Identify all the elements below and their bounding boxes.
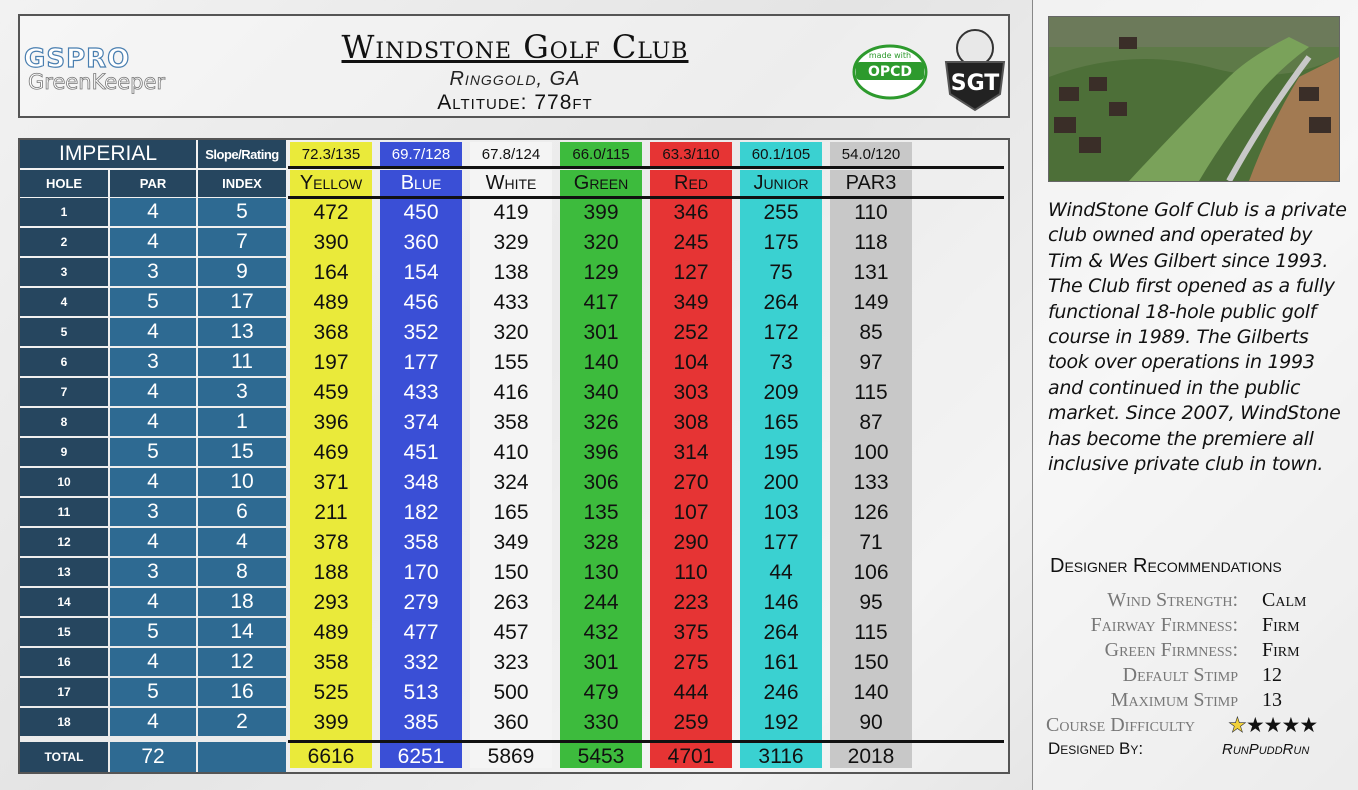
hole-yardage: 525	[313, 681, 349, 704]
hole-par: 4	[110, 708, 196, 736]
hole-yardage: 433	[493, 291, 529, 314]
tee-total-blue: 6251	[397, 745, 445, 768]
hole-index: 16	[198, 678, 286, 706]
hole-number: 18	[20, 708, 108, 736]
hole-yardage: 450	[403, 201, 439, 224]
hole-yardage: 472	[313, 201, 349, 224]
hole-number: 10	[20, 468, 108, 496]
hole-yardage: 246	[763, 681, 799, 704]
hole-yardage: 150	[493, 561, 529, 584]
recommendation-value: Calm	[1262, 589, 1307, 611]
tee-total-par3: 2018	[847, 745, 895, 768]
par-column-header: PAR	[110, 170, 196, 197]
hole-par: 5	[110, 618, 196, 646]
recommendation-value: 13	[1262, 689, 1282, 711]
hole-yardage: 264	[763, 621, 799, 644]
hole-yardage: 140	[583, 351, 619, 374]
hole-yardage: 500	[493, 681, 529, 704]
hole-yardage: 513	[403, 681, 439, 704]
opcd-badge-icon	[850, 40, 930, 100]
hole-yardage: 368	[313, 321, 349, 344]
hole-yardage: 90	[859, 711, 883, 734]
hole-yardage: 197	[313, 351, 349, 374]
hole-yardage: 71	[859, 531, 883, 554]
hole-yardage: 410	[493, 441, 529, 464]
hole-yardage: 396	[313, 411, 349, 434]
hole-par: 4	[110, 228, 196, 256]
hole-yardage: 97	[859, 351, 883, 374]
hole-yardage: 264	[763, 291, 799, 314]
hole-yardage: 129	[583, 261, 619, 284]
tee-rating-par3: 54.0/120	[830, 142, 912, 166]
course-description: WindStone Golf Club is a private club owned and operated by Tim & Wes Gilbert since 1993. The Club first opened as a fully functional 18-hole public golf course in 1989. The Gilberts took over operations in 1993 and continued in the public market. Since 2007, WindStone has become the premiere all inclusive private club in town.	[1048, 199, 1347, 476]
recommendation-value: 12	[1262, 664, 1282, 686]
hole-yardage: 165	[493, 501, 529, 524]
tee-header-bottom-rule	[288, 196, 1004, 199]
hole-yardage: 115	[854, 621, 888, 644]
hole-yardage: 195	[763, 441, 799, 464]
tee-total-junior: 3116	[758, 745, 804, 768]
hole-number: 4	[20, 288, 108, 316]
hole-yardage: 371	[313, 471, 349, 494]
hole-yardage: 85	[859, 321, 883, 344]
hole-yardage: 73	[769, 351, 793, 374]
hole-yardage: 118	[854, 231, 888, 254]
hole-yardage: 165	[763, 411, 799, 434]
hole-yardage: 154	[403, 261, 439, 284]
hole-yardage: 135	[583, 501, 619, 524]
svg-text:made with: made with	[868, 51, 912, 60]
hole-index: 5	[198, 198, 286, 226]
tee-rating-yellow: 72.3/135	[290, 142, 372, 166]
hole-yardage: 192	[763, 711, 799, 734]
hole-yardage: 259	[673, 711, 709, 734]
tee-name-yellow: Yellow	[299, 172, 363, 194]
hole-yardage: 320	[493, 321, 529, 344]
hole-yardage: 479	[583, 681, 619, 704]
hole-yardage: 385	[403, 711, 439, 734]
star-icon: ★	[1281, 713, 1300, 737]
hole-yardage: 177	[763, 531, 799, 554]
hole-yardage: 146	[763, 591, 799, 614]
tee-header-top-rule	[288, 166, 1004, 169]
hole-par: 3	[110, 348, 196, 376]
hole-index: 12	[198, 648, 286, 676]
hole-index: 2	[198, 708, 286, 736]
hole-number: 8	[20, 408, 108, 436]
hole-yardage: 164	[313, 261, 349, 284]
hole-par: 5	[110, 288, 196, 316]
designer-name: RunPuddRun	[1222, 741, 1310, 758]
course-flyover-image	[1048, 16, 1340, 182]
hole-yardage: 255	[763, 201, 799, 224]
hole-yardage: 130	[583, 561, 619, 584]
hole-yardage: 432	[583, 621, 619, 644]
hole-yardage: 155	[493, 351, 529, 374]
hole-yardage: 200	[763, 471, 799, 494]
course-title: Windstone Golf Club	[341, 28, 689, 66]
hole-yardage: 352	[403, 321, 439, 344]
hole-yardage: 323	[493, 651, 529, 674]
hole-yardage: 348	[403, 471, 439, 494]
tee-total-white: 5869	[487, 745, 535, 768]
recommendation-label: Fairway Firmness:	[1090, 614, 1238, 636]
hole-index: 6	[198, 498, 286, 526]
hole-par: 4	[110, 468, 196, 496]
hole-number: 6	[20, 348, 108, 376]
hole-index: 18	[198, 588, 286, 616]
hole-yardage: 87	[859, 411, 883, 434]
hole-yardage: 489	[313, 291, 349, 314]
hole-yardage: 245	[673, 231, 709, 254]
hole-yardage: 252	[673, 321, 709, 344]
hole-yardage: 433	[403, 381, 439, 404]
hole-yardage: 444	[673, 681, 709, 704]
hole-yardage: 75	[769, 261, 793, 284]
hole-yardage: 270	[673, 471, 709, 494]
hole-yardage: 170	[403, 561, 439, 584]
hole-index: 7	[198, 228, 286, 256]
hole-yardage: 306	[583, 471, 619, 494]
difficulty-rating	[1228, 713, 1317, 737]
difficulty-label: Course Difficulty	[1046, 714, 1195, 736]
hole-yardage: 346	[673, 201, 709, 224]
hole-yardage: 358	[403, 531, 439, 554]
hole-yardage: 399	[583, 201, 619, 224]
hole-par: 4	[110, 408, 196, 436]
hole-yardage: 375	[673, 621, 709, 644]
hole-index: 8	[198, 558, 286, 586]
hole-index: 13	[198, 318, 286, 346]
hole-yardage: 303	[673, 381, 709, 404]
recommendation-label: Green Firmness:	[1104, 639, 1238, 661]
hole-par: 4	[110, 648, 196, 676]
star-icon: ★	[1245, 713, 1264, 737]
greenkeeper-logo: GreenKeeper	[28, 70, 166, 94]
hole-number: 7	[20, 378, 108, 406]
hole-yardage: 103	[763, 501, 799, 524]
hole-yardage: 275	[673, 651, 709, 674]
tee-total-red: 4701	[667, 745, 715, 768]
recommendation-label: Default Stimp	[1122, 664, 1238, 686]
hole-number: 5	[20, 318, 108, 346]
sgt-badge-icon	[940, 26, 1010, 112]
hole-yardage: 459	[313, 381, 349, 404]
hole-index: 10	[198, 468, 286, 496]
hole-yardage: 477	[403, 621, 439, 644]
recommendation-value: Firm	[1262, 639, 1300, 661]
hole-yardage: 223	[673, 591, 709, 614]
hole-yardage: 332	[403, 651, 439, 674]
hole-yardage: 138	[493, 261, 529, 284]
hole-number: 1	[20, 198, 108, 226]
svg-text:OPCD: OPCD	[867, 64, 913, 80]
hole-yardage: 360	[493, 711, 529, 734]
hole-yardage: 126	[853, 501, 889, 524]
tee-name-blue: Blue	[400, 172, 442, 194]
hole-par: 4	[110, 528, 196, 556]
star-icon: ★	[1263, 713, 1282, 737]
tee-rating-white: 67.8/124	[470, 142, 552, 166]
star-icon: ★	[1299, 713, 1318, 737]
total-index-blank	[198, 742, 286, 772]
hole-yardage: 182	[403, 501, 439, 524]
hole-yardage: 489	[313, 621, 349, 644]
hole-yardage: 127	[673, 261, 709, 284]
svg-text:SGT: SGT	[950, 71, 1000, 96]
hole-par: 3	[110, 498, 196, 526]
hole-number: 11	[20, 498, 108, 526]
hole-par: 3	[110, 258, 196, 286]
hole-yardage: 390	[313, 231, 349, 254]
hole-yardage: 175	[763, 231, 799, 254]
course-altitude: Altitude: 778ft	[437, 91, 593, 114]
hole-yardage: 349	[493, 531, 529, 554]
hole-yardage: 451	[403, 441, 439, 464]
hole-yardage: 419	[493, 201, 529, 224]
hole-par: 4	[110, 588, 196, 616]
hole-index: 15	[198, 438, 286, 466]
hole-yardage: 172	[763, 321, 799, 344]
hole-column-header: HOLE	[20, 170, 108, 197]
total-label: TOTAL	[20, 742, 108, 772]
designed-by-label: Designed By:	[1048, 739, 1144, 758]
hole-yardage: 107	[673, 501, 709, 524]
hole-index: 1	[198, 408, 286, 436]
hole-yardage: 244	[583, 591, 619, 614]
hole-yardage: 358	[313, 651, 349, 674]
hole-yardage: 417	[583, 291, 619, 314]
total-par: 72	[110, 742, 196, 772]
hole-yardage: 177	[403, 351, 439, 374]
hole-index: 11	[198, 348, 286, 376]
hole-yardage: 358	[493, 411, 529, 434]
hole-yardage: 150	[853, 651, 889, 674]
recommendation-label: Maximum Stimp	[1110, 689, 1238, 711]
hole-yardage: 326	[583, 411, 619, 434]
hole-par: 5	[110, 438, 196, 466]
hole-yardage: 140	[853, 681, 889, 704]
hole-par: 4	[110, 198, 196, 226]
hole-yardage: 457	[493, 621, 529, 644]
hole-yardage: 360	[403, 231, 439, 254]
hole-yardage: 211	[314, 501, 348, 524]
hole-yardage: 100	[853, 441, 889, 464]
index-column-header: INDEX	[198, 170, 286, 197]
hole-yardage: 188	[313, 561, 349, 584]
slope-rating-label: Slope/Rating	[198, 140, 286, 168]
hole-number: 9	[20, 438, 108, 466]
hole-yardage: 161	[763, 651, 799, 674]
hole-yardage: 104	[673, 351, 709, 374]
tee-total-green: 5453	[577, 745, 625, 768]
gspro-logo: GSPRO	[24, 44, 131, 74]
hole-yardage: 110	[854, 201, 888, 224]
hole-yardage: 374	[403, 411, 439, 434]
tee-name-junior: Junior	[753, 172, 809, 194]
hole-yardage: 328	[583, 531, 619, 554]
hole-yardage: 324	[493, 471, 529, 494]
hole-yardage: 293	[313, 591, 349, 614]
hole-number: 15	[20, 618, 108, 646]
tee-name-white: White	[485, 172, 537, 194]
hole-yardage: 110	[674, 561, 708, 584]
hole-yardage: 349	[673, 291, 709, 314]
totals-rule	[288, 740, 1004, 743]
hole-yardage: 290	[673, 531, 709, 554]
hole-number: 3	[20, 258, 108, 286]
tee-name-par3: PAR3	[845, 172, 897, 194]
hole-yardage: 209	[763, 381, 799, 404]
hole-yardage: 279	[403, 591, 439, 614]
hole-yardage: 378	[313, 531, 349, 554]
tee-total-yellow: 6616	[307, 745, 355, 768]
hole-yardage: 301	[583, 321, 619, 344]
hole-index: 3	[198, 378, 286, 406]
hole-yardage: 416	[493, 381, 529, 404]
tee-name-green: Green	[573, 172, 629, 194]
hole-index: 4	[198, 528, 286, 556]
recommendations-title: Designer Recommendations	[1050, 555, 1282, 577]
hole-number: 13	[20, 558, 108, 586]
tee-rating-red: 63.3/110	[650, 142, 732, 166]
hole-yardage: 320	[583, 231, 619, 254]
hole-number: 17	[20, 678, 108, 706]
hole-yardage: 149	[853, 291, 889, 314]
hole-number: 14	[20, 588, 108, 616]
hole-yardage: 133	[853, 471, 889, 494]
hole-par: 4	[110, 378, 196, 406]
tee-rating-junior: 60.1/105	[740, 142, 822, 166]
hole-par: 4	[110, 318, 196, 346]
hole-par: 3	[110, 558, 196, 586]
hole-index: 9	[198, 258, 286, 286]
hole-number: 16	[20, 648, 108, 676]
hole-yardage: 301	[583, 651, 619, 674]
tee-name-red: Red	[674, 172, 708, 194]
hole-yardage: 44	[769, 561, 793, 584]
hole-yardage: 340	[583, 381, 619, 404]
tee-rating-blue: 69.7/128	[380, 142, 462, 166]
hole-index: 14	[198, 618, 286, 646]
hole-yardage: 263	[493, 591, 529, 614]
hole-yardage: 396	[583, 441, 619, 464]
hole-yardage: 469	[313, 441, 349, 464]
hole-yardage: 314	[673, 441, 709, 464]
hole-yardage: 115	[854, 381, 888, 404]
hole-yardage: 329	[493, 231, 529, 254]
hole-yardage: 308	[673, 411, 709, 434]
hole-number: 12	[20, 528, 108, 556]
unit-label: IMPERIAL	[20, 140, 196, 168]
hole-yardage: 399	[313, 711, 349, 734]
hole-par: 5	[110, 678, 196, 706]
star-icon: ★	[1228, 713, 1246, 737]
hole-yardage: 456	[403, 291, 439, 314]
hole-number: 2	[20, 228, 108, 256]
course-location: Ringgold, GA	[449, 68, 581, 90]
recommendation-value: Firm	[1262, 614, 1300, 636]
hole-yardage: 330	[583, 711, 619, 734]
recommendation-label: Wind Strength:	[1107, 589, 1238, 611]
hole-index: 17	[198, 288, 286, 316]
hole-yardage: 95	[859, 591, 883, 614]
tee-rating-green: 66.0/115	[560, 142, 642, 166]
hole-yardage: 106	[853, 561, 889, 584]
hole-yardage: 131	[853, 261, 889, 284]
